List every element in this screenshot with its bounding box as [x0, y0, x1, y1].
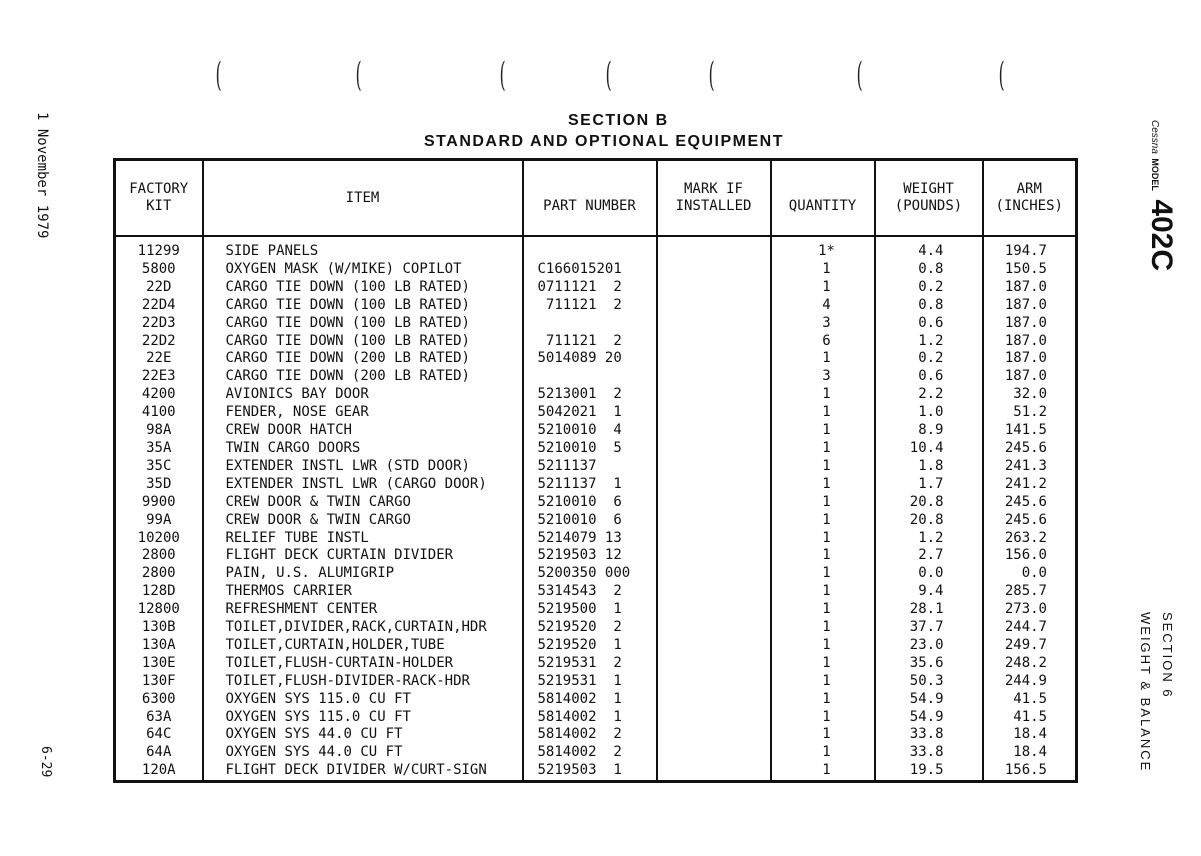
item-cell: THERMOS CARRIER: [203, 583, 523, 601]
mark-cell: [657, 512, 771, 530]
part-number-cell: 5219531 2: [523, 655, 657, 673]
weight-cell: 8.9: [875, 422, 983, 440]
part-number-cell: 5211137 1: [523, 476, 657, 494]
factory-kit-cell: 130F: [115, 673, 203, 691]
factory-kit-cell: 64A: [115, 744, 203, 762]
factory-kit-cell: 64C: [115, 726, 203, 744]
factory-kit-cell: 130E: [115, 655, 203, 673]
quantity-cell: 1*: [771, 236, 875, 261]
part-number-cell: [523, 315, 657, 333]
factory-kit-cell: 35D: [115, 476, 203, 494]
quantity-cell: 1: [771, 422, 875, 440]
factory-kit-cell: 6300: [115, 691, 203, 709]
factory-kit-cell: 22E3: [115, 368, 203, 386]
header-item: ITEM: [203, 160, 523, 237]
mark-cell: [657, 236, 771, 261]
quantity-cell: 1: [771, 726, 875, 744]
arm-cell: 273.0: [983, 601, 1077, 619]
item-cell: AVIONICS BAY DOOR: [203, 386, 523, 404]
table-row: [115, 315, 1077, 333]
quantity-cell: 1: [771, 530, 875, 548]
mark-cell: [657, 673, 771, 691]
part-number-cell: 5200350 000: [523, 565, 657, 583]
header-weight: WEIGHT (POUNDS): [875, 160, 983, 237]
table-row: [115, 368, 1077, 386]
arm-cell: 187.0: [983, 368, 1077, 386]
arm-cell: 18.4: [983, 726, 1077, 744]
item-cell: PAIN, U.S. ALUMIGRIP: [203, 565, 523, 583]
header-arm: ARM (INCHES): [983, 160, 1077, 237]
section-name: WEIGHT & BALANCE: [1138, 612, 1153, 773]
mark-cell: [657, 297, 771, 315]
arm-cell: 141.5: [983, 422, 1077, 440]
mark-cell: [657, 422, 771, 440]
table-row: [115, 709, 1077, 727]
binder-punch-mark: (: [355, 55, 362, 95]
weight-cell: 54.9: [875, 691, 983, 709]
mark-cell: [657, 744, 771, 762]
section-number: SECTION 6: [1160, 612, 1175, 699]
table-row: [115, 530, 1077, 548]
factory-kit-cell: 22D4: [115, 297, 203, 315]
table-row: [115, 762, 1077, 781]
factory-kit-cell: 5800: [115, 261, 203, 279]
mark-cell: [657, 655, 771, 673]
quantity-cell: 1: [771, 619, 875, 637]
quantity-cell: 1: [771, 655, 875, 673]
factory-kit-cell: 35C: [115, 458, 203, 476]
quantity-cell: 1: [771, 440, 875, 458]
mark-cell: [657, 386, 771, 404]
quantity-cell: 1: [771, 350, 875, 368]
item-cell: REFRESHMENT CENTER: [203, 601, 523, 619]
page-number: 6-29: [38, 746, 53, 778]
part-number-cell: 711121 2: [523, 333, 657, 351]
item-cell: CREW DOOR & TWIN CARGO: [203, 494, 523, 512]
quantity-cell: 6: [771, 333, 875, 351]
factory-kit-cell: 22D2: [115, 333, 203, 351]
header-mark-if-installed: MARK IF INSTALLED: [657, 160, 771, 237]
quantity-cell: 1: [771, 691, 875, 709]
quantity-cell: 1: [771, 386, 875, 404]
table-row: [115, 726, 1077, 744]
weight-cell: 9.4: [875, 583, 983, 601]
arm-cell: 187.0: [983, 333, 1077, 351]
item-cell: OXYGEN SYS 115.0 CU FT: [203, 691, 523, 709]
quantity-cell: 1: [771, 404, 875, 422]
mark-cell: [657, 547, 771, 565]
mark-cell: [657, 440, 771, 458]
mark-cell: [657, 601, 771, 619]
arm-cell: 249.7: [983, 637, 1077, 655]
quantity-cell: 4: [771, 297, 875, 315]
table-row: [115, 350, 1077, 368]
factory-kit-cell: 22E: [115, 350, 203, 368]
factory-kit-cell: 130B: [115, 619, 203, 637]
section-side-label: [1134, 612, 1178, 772]
factory-kit-cell: 2800: [115, 547, 203, 565]
mark-cell: [657, 315, 771, 333]
model-badge: [1144, 120, 1178, 271]
table-row: [115, 261, 1077, 279]
weight-cell: 28.1: [875, 601, 983, 619]
weight-cell: 2.2: [875, 386, 983, 404]
quantity-cell: 1: [771, 762, 875, 781]
weight-cell: 50.3: [875, 673, 983, 691]
item-cell: OXYGEN SYS 44.0 CU FT: [203, 744, 523, 762]
mark-cell: [657, 350, 771, 368]
part-number-cell: 5219503 12: [523, 547, 657, 565]
mark-cell: [657, 261, 771, 279]
factory-kit-cell: 22D3: [115, 315, 203, 333]
weight-cell: 1.2: [875, 530, 983, 548]
header-part-number: PART NUMBER: [523, 160, 657, 237]
arm-cell: 187.0: [983, 279, 1077, 297]
arm-cell: 150.5: [983, 261, 1077, 279]
mark-cell: [657, 619, 771, 637]
part-number-cell: 711121 2: [523, 297, 657, 315]
weight-cell: 33.8: [875, 726, 983, 744]
brand-logo: Cessna: [1149, 120, 1160, 154]
weight-cell: 0.8: [875, 297, 983, 315]
weight-cell: 4.4: [875, 236, 983, 261]
arm-cell: 244.9: [983, 673, 1077, 691]
part-number-cell: 5814002 2: [523, 726, 657, 744]
table-header-row: [115, 160, 1077, 237]
header-quantity: QUANTITY: [771, 160, 875, 237]
quantity-cell: 1: [771, 601, 875, 619]
quantity-cell: 1: [771, 512, 875, 530]
factory-kit-cell: 99A: [115, 512, 203, 530]
quantity-cell: 3: [771, 368, 875, 386]
part-number-cell: 5210010 6: [523, 494, 657, 512]
table-row: [115, 744, 1077, 762]
quantity-cell: 1: [771, 565, 875, 583]
item-cell: TWIN CARGO DOORS: [203, 440, 523, 458]
part-number-cell: 5214079 13: [523, 530, 657, 548]
binder-punch-mark: (: [215, 55, 222, 95]
part-number-cell: 5219520 2: [523, 619, 657, 637]
arm-cell: 51.2: [983, 404, 1077, 422]
item-cell: TOILET,CURTAIN,HOLDER,TUBE: [203, 637, 523, 655]
weight-cell: 0.8: [875, 261, 983, 279]
part-number-cell: 5814002 1: [523, 709, 657, 727]
model-number: 402C: [1145, 199, 1178, 272]
item-cell: CREW DOOR HATCH: [203, 422, 523, 440]
model-label: MODEL: [1150, 158, 1160, 191]
arm-cell: 0.0: [983, 565, 1077, 583]
part-number-cell: 5219531 1: [523, 673, 657, 691]
equipment-table: [113, 158, 1078, 783]
weight-cell: 0.6: [875, 315, 983, 333]
factory-kit-cell: 9900: [115, 494, 203, 512]
table-row: [115, 458, 1077, 476]
item-cell: OXYGEN MASK (W/MIKE) COPILOT: [203, 261, 523, 279]
table-row: [115, 583, 1077, 601]
item-cell: FLIGHT DECK DIVIDER W/CURT-SIGN: [203, 762, 523, 781]
arm-cell: 194.7: [983, 236, 1077, 261]
binder-punch-mark: (: [856, 55, 863, 95]
mark-cell: [657, 333, 771, 351]
mark-cell: [657, 583, 771, 601]
quantity-cell: 1: [771, 744, 875, 762]
arm-cell: 285.7: [983, 583, 1077, 601]
item-cell: TOILET,DIVIDER,RACK,CURTAIN,HDR: [203, 619, 523, 637]
page-title: STANDARD AND OPTIONAL EQUIPMENT: [424, 133, 784, 150]
part-number-cell: C166015201: [523, 261, 657, 279]
arm-cell: 41.5: [983, 709, 1077, 727]
factory-kit-cell: 130A: [115, 637, 203, 655]
arm-cell: 187.0: [983, 350, 1077, 368]
quantity-cell: 1: [771, 458, 875, 476]
header-factory-kit: FACTORY KIT: [115, 160, 203, 237]
weight-cell: 0.2: [875, 350, 983, 368]
item-cell: CARGO TIE DOWN (100 LB RATED): [203, 333, 523, 351]
table-row: [115, 655, 1077, 673]
mark-cell: [657, 709, 771, 727]
weight-cell: 20.8: [875, 494, 983, 512]
mark-cell: [657, 530, 771, 548]
item-cell: CARGO TIE DOWN (100 LB RATED): [203, 279, 523, 297]
part-number-cell: 5211137: [523, 458, 657, 476]
quantity-cell: 3: [771, 315, 875, 333]
item-cell: OXYGEN SYS 115.0 CU FT: [203, 709, 523, 727]
item-cell: CARGO TIE DOWN (100 LB RATED): [203, 315, 523, 333]
mark-cell: [657, 476, 771, 494]
part-number-cell: 5814002 2: [523, 744, 657, 762]
table-row: [115, 619, 1077, 637]
mark-cell: [657, 458, 771, 476]
part-number-cell: 5814002 1: [523, 691, 657, 709]
weight-cell: 23.0: [875, 637, 983, 655]
weight-cell: 33.8: [875, 744, 983, 762]
factory-kit-cell: 12800: [115, 601, 203, 619]
arm-cell: 263.2: [983, 530, 1077, 548]
quantity-cell: 1: [771, 709, 875, 727]
weight-cell: 1.7: [875, 476, 983, 494]
weight-cell: 37.7: [875, 619, 983, 637]
item-cell: OXYGEN SYS 44.0 CU FT: [203, 726, 523, 744]
factory-kit-cell: 63A: [115, 709, 203, 727]
item-cell: TOILET,FLUSH-DIVIDER-RACK-HDR: [203, 673, 523, 691]
factory-kit-cell: 2800: [115, 565, 203, 583]
item-cell: FENDER, NOSE GEAR: [203, 404, 523, 422]
arm-cell: 156.5: [983, 762, 1077, 781]
mark-cell: [657, 368, 771, 386]
table-row: [115, 476, 1077, 494]
weight-cell: 0.6: [875, 368, 983, 386]
arm-cell: 41.5: [983, 691, 1077, 709]
table-row: [115, 565, 1077, 583]
mark-cell: [657, 691, 771, 709]
arm-cell: 244.7: [983, 619, 1077, 637]
item-cell: SIDE PANELS: [203, 236, 523, 261]
mark-cell: [657, 726, 771, 744]
item-cell: CARGO TIE DOWN (200 LB RATED): [203, 368, 523, 386]
item-cell: EXTENDER INSTL LWR (STD DOOR): [203, 458, 523, 476]
item-cell: EXTENDER INSTL LWR (CARGO DOOR): [203, 476, 523, 494]
item-cell: RELIEF TUBE INSTL: [203, 530, 523, 548]
part-number-cell: 5213001 2: [523, 386, 657, 404]
table-row: [115, 494, 1077, 512]
arm-cell: 32.0: [983, 386, 1077, 404]
part-number-cell: 0711121 2: [523, 279, 657, 297]
arm-cell: 241.3: [983, 458, 1077, 476]
weight-cell: 20.8: [875, 512, 983, 530]
table-row: [115, 422, 1077, 440]
weight-cell: 2.7: [875, 547, 983, 565]
quantity-cell: 1: [771, 494, 875, 512]
part-number-cell: 5210010 4: [523, 422, 657, 440]
part-number-cell: 5210010 5: [523, 440, 657, 458]
part-number-cell: 5219520 1: [523, 637, 657, 655]
table-row: [115, 440, 1077, 458]
weight-cell: 54.9: [875, 709, 983, 727]
factory-kit-cell: 4100: [115, 404, 203, 422]
factory-kit-cell: 4200: [115, 386, 203, 404]
weight-cell: 19.5: [875, 762, 983, 781]
factory-kit-cell: 11299: [115, 236, 203, 261]
weight-cell: 10.4: [875, 440, 983, 458]
table-row: [115, 404, 1077, 422]
table-row: [115, 512, 1077, 530]
weight-cell: 1.0: [875, 404, 983, 422]
arm-cell: 156.0: [983, 547, 1077, 565]
part-number-cell: 5219503 1: [523, 762, 657, 781]
arm-cell: 187.0: [983, 297, 1077, 315]
factory-kit-cell: 22D: [115, 279, 203, 297]
quantity-cell: 1: [771, 261, 875, 279]
binder-punch-mark: (: [998, 55, 1005, 95]
part-number-cell: 5219500 1: [523, 601, 657, 619]
revision-date: 1 November 1979: [34, 112, 50, 239]
binder-punch-mark: (: [605, 55, 612, 95]
arm-cell: 248.2: [983, 655, 1077, 673]
item-cell: TOILET,FLUSH-CURTAIN-HOLDER: [203, 655, 523, 673]
arm-cell: 241.2: [983, 476, 1077, 494]
mark-cell: [657, 279, 771, 297]
quantity-cell: 1: [771, 476, 875, 494]
part-number-cell: 5014089 20: [523, 350, 657, 368]
table-row: [115, 673, 1077, 691]
mark-cell: [657, 494, 771, 512]
item-cell: CARGO TIE DOWN (200 LB RATED): [203, 350, 523, 368]
table-row: [115, 386, 1077, 404]
table-row: [115, 691, 1077, 709]
binder-punch-mark: (: [708, 55, 715, 95]
quantity-cell: 1: [771, 547, 875, 565]
table-row: [115, 236, 1077, 261]
quantity-cell: 1: [771, 583, 875, 601]
factory-kit-cell: 98A: [115, 422, 203, 440]
factory-kit-cell: 10200: [115, 530, 203, 548]
part-number-cell: 5210010 6: [523, 512, 657, 530]
arm-cell: 245.6: [983, 440, 1077, 458]
table-row: [115, 601, 1077, 619]
arm-cell: 245.6: [983, 494, 1077, 512]
table-row: [115, 297, 1077, 315]
factory-kit-cell: 35A: [115, 440, 203, 458]
table-row: [115, 547, 1077, 565]
quantity-cell: 1: [771, 637, 875, 655]
binder-punch-mark: (: [499, 55, 506, 95]
section-heading: SECTION B: [568, 112, 669, 129]
arm-cell: 245.6: [983, 512, 1077, 530]
weight-cell: 35.6: [875, 655, 983, 673]
factory-kit-cell: 120A: [115, 762, 203, 781]
part-number-cell: 5314543 2: [523, 583, 657, 601]
mark-cell: [657, 762, 771, 781]
part-number-cell: 5042021 1: [523, 404, 657, 422]
mark-cell: [657, 637, 771, 655]
item-cell: CREW DOOR & TWIN CARGO: [203, 512, 523, 530]
table-row: [115, 279, 1077, 297]
table-row: [115, 333, 1077, 351]
item-cell: CARGO TIE DOWN (100 LB RATED): [203, 297, 523, 315]
mark-cell: [657, 404, 771, 422]
arm-cell: 187.0: [983, 315, 1077, 333]
quantity-cell: 1: [771, 279, 875, 297]
factory-kit-cell: 128D: [115, 583, 203, 601]
weight-cell: 0.2: [875, 279, 983, 297]
table-row: [115, 637, 1077, 655]
part-number-cell: [523, 236, 657, 261]
quantity-cell: 1: [771, 673, 875, 691]
part-number-cell: [523, 368, 657, 386]
weight-cell: 1.2: [875, 333, 983, 351]
mark-cell: [657, 565, 771, 583]
item-cell: FLIGHT DECK CURTAIN DIVIDER: [203, 547, 523, 565]
arm-cell: 18.4: [983, 744, 1077, 762]
weight-cell: 1.8: [875, 458, 983, 476]
weight-cell: 0.0: [875, 565, 983, 583]
